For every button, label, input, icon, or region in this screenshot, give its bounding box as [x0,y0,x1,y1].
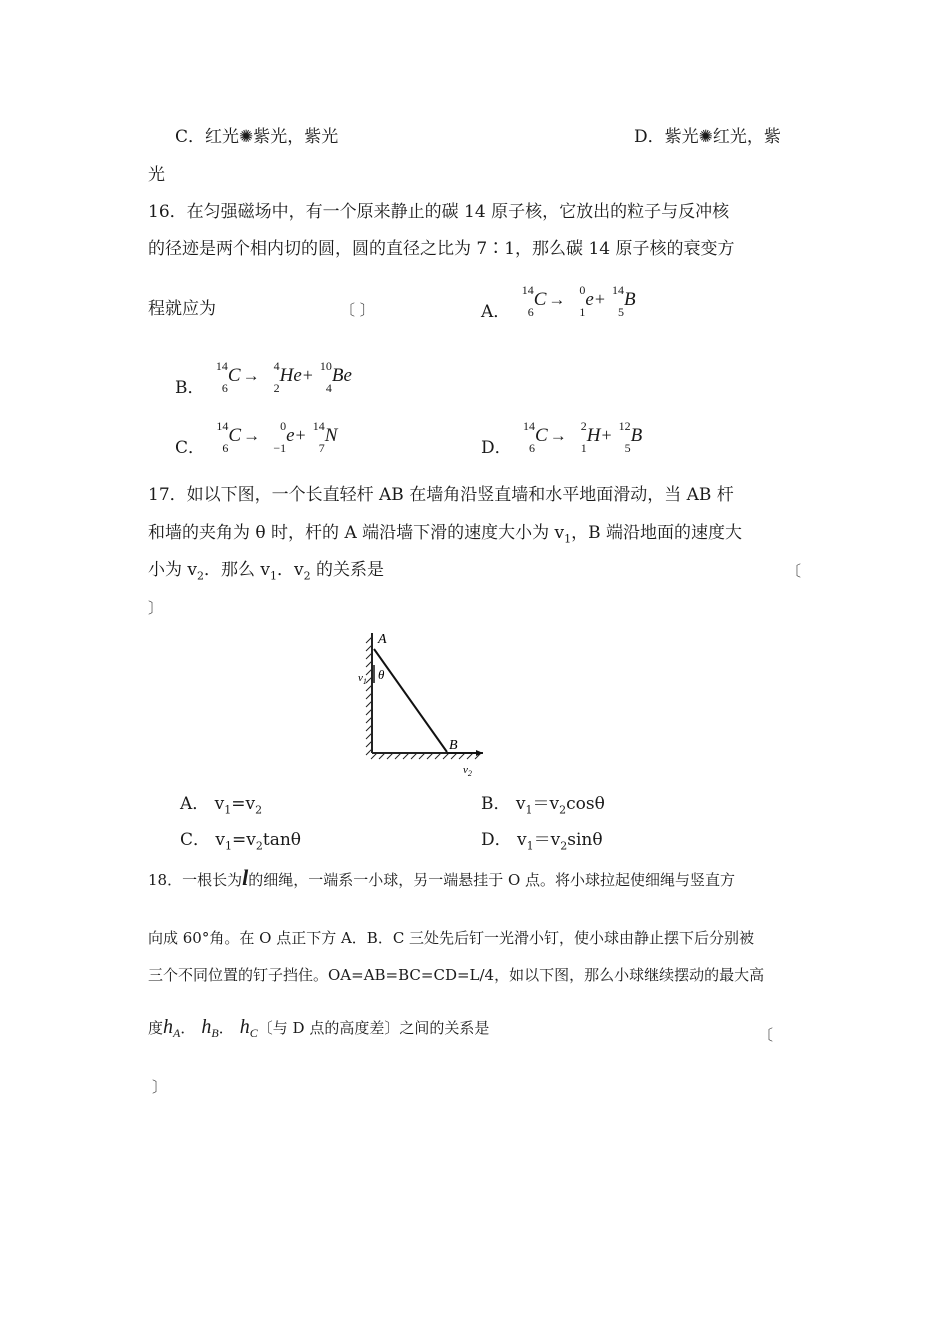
rod-ab [374,649,447,752]
q16-stem-line3: 程就应为 [148,299,216,319]
option-label: C． [175,438,206,459]
label-theta: θ [378,667,385,682]
q18-bracket-open: 〔 [758,1026,774,1044]
q18-stem-line4: 度$h_A$． $h_B$． $h_C$〔与 D 点的高度差〕之间的关系是 [148,1016,490,1040]
q18-stem-line1: 18．一根长为l的细绳，一端系一小球，另一端悬挂于 O 点。将小球拉起使细绳与竖直方 [148,865,736,890]
q16-option-d: D． 14 6 C → 2 1 H+ 12 5 B [481,419,643,459]
label-a: A [378,632,387,647]
option-label: B． [175,378,205,399]
q17-option-b: B． $v_1=v_2\cos\theta$ [481,794,605,817]
q16-option-a: A． 14 6 C → 0 1 e+ 14 5 B [481,283,636,323]
option-label: A． [481,302,511,323]
ground-hatching [371,753,483,759]
q15-option-d: D．紫光✺红光，紫 [634,127,781,147]
label-v2: $v_2$ [463,764,472,778]
q15-option-d-wrap: 光 [148,165,165,185]
q17-stem-line2: 和墙的夹角为 θ 时，杆的 A 端沿墙下滑的速度大小为 $v_1$，B 端沿地面的速度大 [148,523,743,546]
q16-stem-line1: 16．在匀强磁场中，有一个原来静止的碳 14 原子核，它放出的粒子与反冲核 [148,202,730,222]
q18-bracket-close: 〕 [152,1078,168,1096]
q16-stem-line2: 的径迹是两个相内切的圆，圆的直径之比为 7∶1，那么碳 14 原子核的衰变方 [148,239,735,259]
q18-stem-line3: 三个不同位置的钉子挡住。OA=AB=BC=CD=L/4，如以下图，那么小球继续摆动的最大高 [148,966,765,984]
q16-option-c: C． 14 6 C → 0 −1 e+ 14 7 N [175,419,338,459]
q17-bracket-open: 〔 [786,562,802,580]
q17-stem-line1: 17．如以下图，一个长直轻杆 AB 在墙角沿竖直墙和水平地面滑动，当 AB 杆 [148,485,734,505]
q17-option-c: C． $v_1=v_2\tan\theta$ [180,830,302,853]
q17-bracket-close: 〕 [148,599,164,617]
q17-option-d: D． $v_1=v_2\sin\theta$ [481,830,603,853]
option-label: D． [481,438,512,459]
q16-answer-bracket: 〔 〕 [340,301,375,319]
label-b: B [449,738,458,753]
q16-option-b: B． 14 6 C → 4 2 He+ 10 4 Be [175,359,352,399]
label-v1: $v_1$ [358,672,367,686]
ladder-diagram [355,625,495,780]
wall-hatching [366,633,372,755]
q17-option-a: A． $v_1=v_2$ [180,794,263,817]
q15-option-c: C．红光✺紫光，紫光 [175,127,339,147]
q18-stem-line2: 向成 60°角。在 O 点正下方 A．B．C 三处先后钉一光滑小钉，使小球由静止摆下后分别被 [148,929,755,947]
q17-stem-line3: 小为 $v_2$．那么 $v_1$．$v_2$ 的关系是 [148,560,385,583]
